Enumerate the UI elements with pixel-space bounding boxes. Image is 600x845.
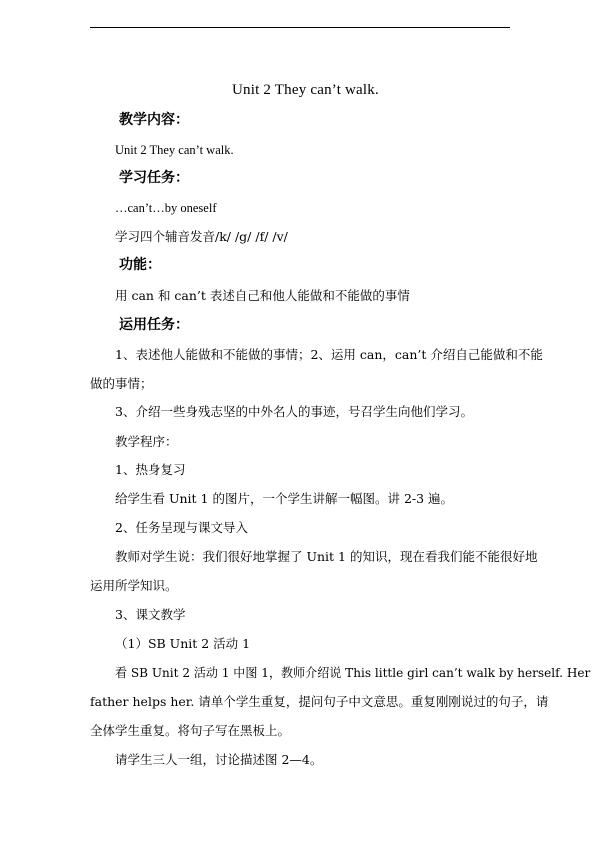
step-1-title: 1、热身复习 [115, 462, 186, 477]
procedure-heading: 教学程序： [115, 434, 178, 449]
tasks-line-1: …can’t…by oneself [115, 201, 217, 215]
heading-function: 功能： [119, 257, 161, 273]
header-rule [90, 27, 510, 28]
step-1-text: 给学生看 Unit 1 的图片，一个学生讲解一幅图。讲 2-3 遍。 [115, 491, 454, 506]
function-line: 用 can 和 can’t 表述自己和他人能做和不能做的事情 [115, 288, 410, 303]
step-3-text-c: 全体学生重复。将句子写在黑板上。 [90, 723, 291, 738]
step-3-text-b: father helps her. 请单个学生重复，提问句子中文意思。重复刚刚说过的句子，请 [90, 694, 549, 709]
step-2-text-b: 运用所学知识。 [90, 578, 178, 593]
application-line-1a: 1、表述他人能做和不能做的事情；2、运用 can，can’t 介绍自己能做和不能 [115, 347, 543, 362]
step-3-text-a: 看 SB Unit 2 活动 1 中图 1，教师介绍说 This little girl can’t walk by herself. Her [115, 665, 591, 680]
tasks-line-2: 学习四个辅音发音/k/ /g/ /f/ /v/ [115, 229, 288, 244]
heading-learning-tasks: 学习任务： [119, 170, 189, 186]
application-line-2: 3、介绍一些身残志坚的中外名人的事迹，号召学生向他们学习。 [115, 404, 473, 419]
heading-application-tasks: 运用任务： [119, 317, 189, 333]
step-3-subtitle: （1）SB Unit 2 活动 1 [115, 636, 251, 651]
content-line: Unit 2 They can’t walk. [115, 143, 234, 157]
step-2-text-a: 教师对学生说：我们很好地掌握了 Unit 1 的知识，现在看我们能不能很好地 [115, 549, 538, 564]
step-2-title: 2、任务呈现与课文导入 [115, 520, 248, 535]
step-3-title: 3、课文教学 [115, 607, 186, 622]
heading-teaching-content: 教学内容： [119, 112, 189, 128]
document-title: Unit 2 They can’t walk. [232, 82, 379, 98]
application-line-1b: 做的事情； [90, 376, 153, 391]
step-3-text-d: 请学生三人一组，讨论描述图 2—4。 [115, 752, 323, 767]
